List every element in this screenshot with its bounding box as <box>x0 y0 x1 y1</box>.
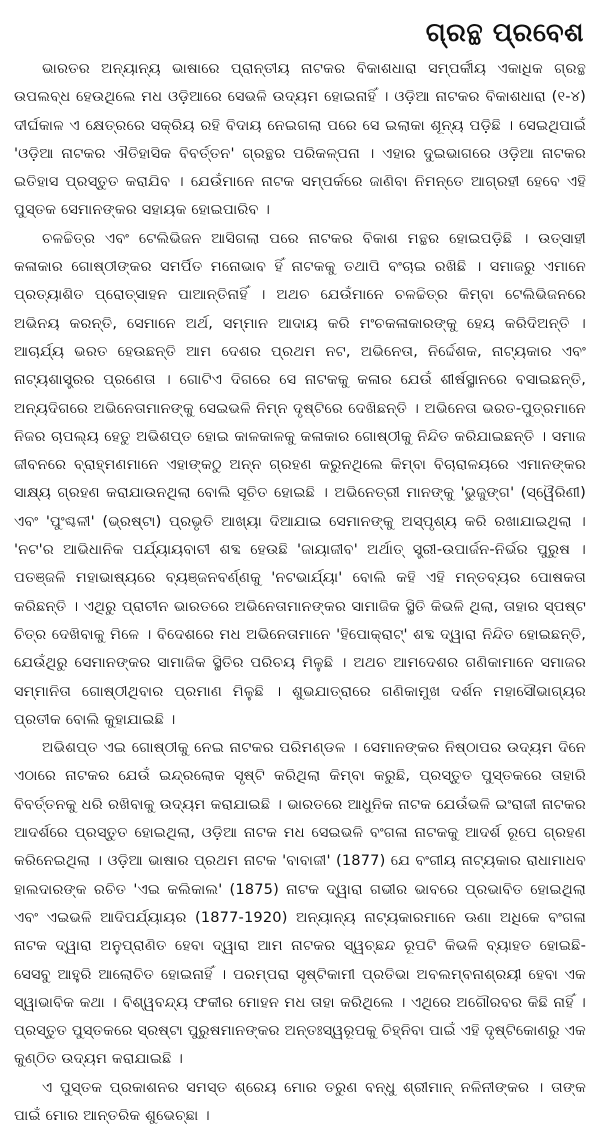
paragraph-4: ଏ ପୁସ୍ତକ ପ୍ରକାଶନର ସମସ୍ତ ଶ୍ରେୟ ମୋର ତରୁଣ ବନ୍ଧୁ ଶ୍ରୀମାନ୍ ନଳିନୀଙ୍କର । ତାଙ୍କ ପାଇଁ ମୋର ଆନ୍ତରିକ ଶୁଭେଚ୍ଛା । <box>14 1078 586 1124</box>
paragraph-1: ଭାରତର ଅନ୍ୟାନ୍ୟ ଭାଷାରେ ପ୍ରାନ୍ତୀୟ ନାଟକର ବିକାଶଧାରା ସମ୍ପର୍କୀୟ ଏକାଧିକ ଗ୍ରନ୍ଥ ଉପଲବ୍ଧ ହେଉଥିଲେ ମଧ ଓଡ଼ିଆରେ ସେଭଳି ଉଦ୍ୟମ ହୋଇନାହିଁ । ଓଡ଼ିଆ ନାଟକର ବିକାଶଧାରା (୧-୪) ଦୀର୍ଘକାଳ ଏ କ୍ଷେତ୍ରରେ ସକ୍ରିୟ ରହି ବିଦାୟ ନେଇଗଲା ପରେ ସେ ଇଲାକା ଶୂନ୍ୟ ପଡ଼ିଛି । ସେଇଥିପାଇଁ 'ଓଡ଼ିଆ ନାଟକର ଐତିହାସିକ ବିବର୍ତ୍ତନ' ଗ୍ରନ୍ଥର ପରିକଳ୍ପନା । ଏହାର ଦୁଇଭାଗରେ ଓଡ଼ିଆ ନାଟକର ଇତିହାସ ପ୍ରସ୍ତୁତ କରାଯିବ । ଯେଉଁମାନେ ନାଟକ ସମ୍ପର୍କରେ ଜାଣିବା ନିମନ୍ତେ ଆଗ୍ରହୀ ହେବେ ଏହି ପୁସ୍ତକ ସେମାନଙ୍କର ସହାୟକ ହୋଇପାରିବ । <box>14 60 586 219</box>
document-page <box>14 18 586 1124</box>
paragraph-3: ଅଭିଶପ୍ତ ଏଇ ଗୋଷ୍ଠୀକୁ ନେଇ ନାଟକର ପରିମଣ୍ଡଳ । ସେମାନଙ୍କର ନିଷ୍ଠାପର ଉଦ୍ୟମ ଦିନେ ଏଠାରେ ନାଟକର ଯେଉଁ ଇନ୍ଦ୍ରଲୋକ ସୃଷ୍ଟି କରିଥିଲା କିମ୍ବା କରୁଛି, ପ୍ରସ୍ତୁତ ପୁସ୍ତକରେ ତାହାରି ବିବର୍ତ୍ତନକୁ ଧରି ରଖିବାକୁ ଉଦ୍ୟମ କରାଯାଇଛି । ଭାରତରେ ଆଧୁନିକ ନାଟକ ଯେଉଁଭଳି ଇଂରାଜୀ ନାଟକର ଆଦର୍ଶରେ ପ୍ରସ୍ତୁତ ହୋଇଥିଲା, ଓଡ଼ିଆ ନାଟକ ମଧ ସେଇଭଳି ବଂଗଳା ନାଟକକୁ ଆଦର୍ଶ ରୂପେ ଗ୍ରହଣ କରିନେଇଥିଲା । ଓଡ଼ିଆ ଭାଷାର ପ୍ରଥମ ନାଟକ 'ବାବାଜୀ' (1877) ଯେ ବଂଗୀୟ ନାଟ୍ୟକାର ରାଧାମାଧବ ହାଲଦାରଙ୍କ ରଚିତ 'ଏଇ କଲିକାଲ' (1875) ନାଟକ ଦ୍ୱାରା ଗଭୀର ଭାବରେ ପ୍ରଭାବିତ ହୋଇଥିଲା ଏବଂ ଏଇଭଳି ଆଦିପର୍ଯ୍ୟାୟର (1877-1920) ଅନ୍ୟାନ୍ୟ ନାଟ୍ୟକାରମାନେ ଊଣା ଅଧିକେ ବଂଗଳା ନାଟକ ଦ୍ୱାରା ଅନୁପ୍ରାଣିତ ହେବା ଦ୍ୱାରା ଆମ ନାଟକର ସ୍ୱଚ୍ଛନ୍ଦ ରୂପଟି କିଭଳି ବ୍ୟାହତ ହୋଇଛି- ସେସବୁ ଆହୁରି ଆଲୋଚିତ ହୋଇନାହିଁ । ପରମ୍ପରା ସୃଷ୍ଟିକାମୀ ପ୍ରତିଭା ଅବଲମ୍ବନାଶ୍ରୟୀ ହେବା ଏକ ସ୍ୱାଭାବିକ କଥା । ବିଶ୍ୱବନ୍ଦ୍ୟ ଫକୀର ମୋହନ ମଧ ତାହା କରିଥିଲେ । ଏଥିରେ ଅଗୌରବର କିଛି ନାହିଁ । ପ୍ରସ୍ତୁତ ପୁସ୍ତକରେ ସ୍ରଷ୍ଟା ପୁରୁଷମାନଙ୍କର ଅନ୍ତଃସ୍ୱରୂପକୁ ଚିହ୍ନିବା ପାଇଁ ଏହି ଦୃଷ୍ଟିକୋଣରୁ ଏକ କୁଣ୍ଠିତ ଉଦ୍ୟମ କରାଯାଇଛି । <box>14 739 586 1068</box>
page-title: ଗ୍ରନ୍ଥ ପ୍ରବେଶ <box>425 18 584 48</box>
paragraph-2: ଚଳଚ୍ଚିତ୍ର ଏବଂ ଟେଲିଭିଜନ ଆସିଗଲା ପରେ ନାଟକର ବିକାଶ ମନ୍ଥର ହୋଇପଡ଼ିଛି । ଉତ୍ସାହୀ କଳାକାର ଗୋଷ୍ଠୀଙ୍କର ସମର୍ପିତ ମନୋଭାବ ହିଁ ନାଟକକୁ ତଥାପି ବଂଚାଇ ରଖିଛି । ସମାଜରୁ ଏମାନେ ପ୍ରତ୍ୟାଶିତ ପ୍ରୋତ୍ସାହନ ପାଆନ୍ତିନାହିଁ । ଅଥଚ ଯେଉଁମାନେ ଚଳଚ୍ଚିତ୍ର କିମ୍ବା ଟେଲିଭିଜନରେ ଅଭିନୟ କରନ୍ତି, ସେମାନେ ଅର୍ଥ, ସମ୍ମାନ ଆଦାୟ କରି ମଂଚକଳାକାରଙ୍କୁ ହେୟ କରିଦିଅନ୍ତି । ଆଚାର୍ଯ୍ୟ ଭରତ ହେଉଛନ୍ତି ଆମ ଦେଶର ପ୍ରଥମ ନଟ, ଅଭିନେତା, ନିର୍ଦ୍ଦେଶକ, ନାଟ୍ୟକାର ଏବଂ ନାଟ୍ୟଶାସ୍ତ୍ରର ପ୍ରଣେତା । ଗୋଟିଏ ଦିଗରେ ସେ ନାଟକକୁ କଳାର ଯେଉଁ ଶୀର୍ଷସ୍ଥାନରେ ବସାଇଛନ୍ତି, ଅନ୍ୟଦିଗରେ ଅଭିନେତାମାନଙ୍କୁ ସେଇଭଳି ନିମ୍ନ ଦୃଷ୍ଟିରେ ଦେଖିଛନ୍ତି । ଅଭିନେତା ଭରତ-ପୁତ୍ରମାନେ ନିଜର ଚାପଲ୍ୟ ହେତୁ ଅଭିଶପ୍ତ ହୋଇ କାଳକାଳକୁ କଳାକାର ଗୋଷ୍ଠୀକୁ ନିନ୍ଦିତ କରିଯାଇଛନ୍ତି । ସମାଜ ଜୀବନରେ ବ୍ରାହ୍ମଣମାନେ ଏହାଙ୍କଠୁ ଅନ୍ନ ଗ୍ରହଣ କରୁନଥିଲେ କିମ୍ବା ବିଚାରାଳୟରେ ଏମାନଙ୍କର ସାକ୍ଷ୍ୟ ଗ୍ରହଣ କରାଯାଉନଥିଲା ବୋଲି ସୂଚିତ ହୋଇଛି । ଅଭିନେତ୍ରୀ ମାନଙ୍କୁ 'ଭୁଜୁଙ୍ଗ' (ସ୍ୱୈରିଣୀ) ଏବଂ 'ପୁଂଶ୍ଚଳୀ' (ଭ୍ରଷ୍ଟା) ପ୍ରଭୃତି ଆଖ୍ୟା ଦିଆଯାଇ ସେମାନଙ୍କୁ ଅସ୍ପୃଶ୍ୟ କରି ରଖାଯାଇଥିଲା । 'ନଟ'ର ଆଭିଧାନିକ ପର୍ଯ୍ୟାୟବାଚୀ ଶବ୍ଦ ହେଉଛି 'ଜାୟାଜୀବ' ଅର୍ଥାତ୍ ସ୍ତ୍ରୀ-ଉପାର୍ଜନ-ନିର୍ଭର ପୁରୁଷ । ପତଞ୍ଜଳି ମହାଭାଷ୍ୟରେ ବ୍ୟଞ୍ଜନବର୍ଣ୍ଣକୁ 'ନଟଭାର୍ଯ୍ୟା' ବୋଲି କହି ଏହି ମନ୍ତବ୍ୟର ପୋଷକତା କରିଛନ୍ତି । ଏଥିରୁ ପ୍ରାଚୀନ ଭାରତରେ ଅଭିନେତାମାନଙ୍କର ସାମାଜିକ ସ୍ଥିତି କିଭଳି ଥିଲା, ତାହାର ସ୍ପଷ୍ଟ ଚିତ୍ର ଦେଖିବାକୁ ମିଳେ । ବିଦେଶରେ ମଧ ଅଭିନେତାମାନେ 'ହିପୋକ୍ରାଟ୍' ଶବ୍ଦ ଦ୍ୱାରା ନିନ୍ଦିତ ହୋଇଛନ୍ତି, ଯେଉଁଥିରୁ ସେମାନଙ୍କର ସାମାଜିକ ସ୍ଥିତିର ପରିଚୟ ମିଳୁଛି । ଅଥଚ ଆମଦେଶର ଗଣିକାମାନେ ସମାଜର ସମ୍ମାନିତା ଗୋଷ୍ଠୀଥିବାର ପ୍ରମାଣ ମିଳୁଛି । ଶୁଭଯାତ୍ରାରେ ଗଣିକାମୁଖ ଦର୍ଶନ ମହାସୌଭାଗ୍ୟର ପ୍ରତୀକ ବୋଲି କୁହାଯାଇଛି । <box>14 229 586 728</box>
